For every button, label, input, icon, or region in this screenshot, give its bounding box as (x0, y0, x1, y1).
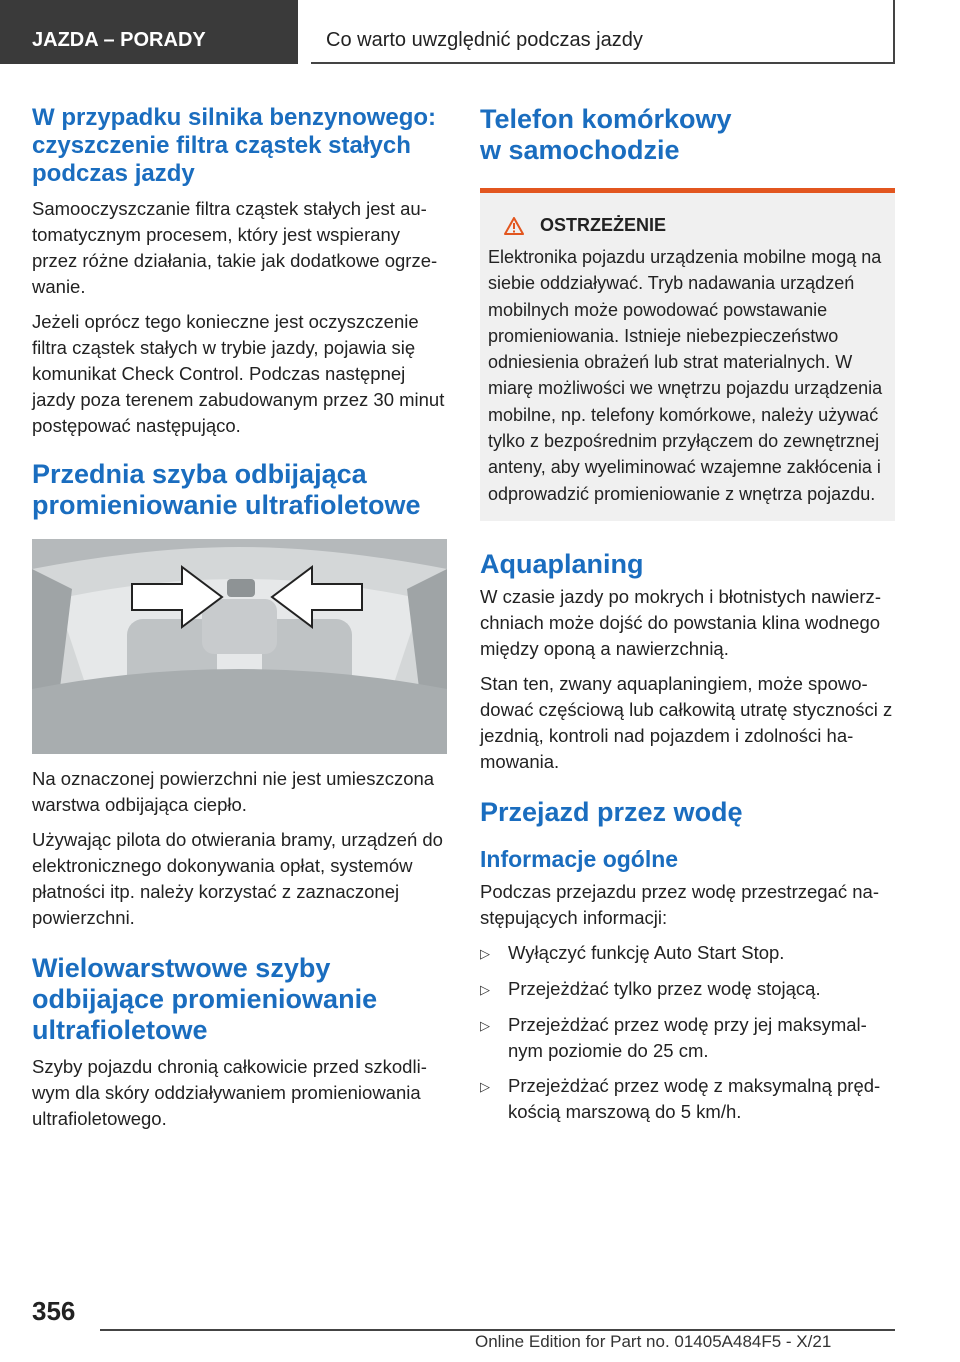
bullet-triangle-icon: ▷ (480, 1078, 490, 1094)
paragraph-petrol-2: Jeżeli oprócz tego konieczne jest oczyszczenie filtra cząstek stałych w trybie jazdy, pojawia się komunikat Check Control. Podczas następnej jazdy poza terenem zabudowanym przez 30 minut postępować następująco. (32, 311, 445, 436)
left-column (32, 104, 447, 1141)
subsection-tab (311, 0, 895, 64)
list-item: ▷ Przejeżdżać przez wodę z maksymalną prędkością marszową do 5 km/h. (480, 1073, 895, 1125)
right-column (480, 104, 895, 1134)
windshield-photo (32, 539, 447, 754)
windshield-illustration (32, 539, 447, 754)
bullet-triangle-icon: ▷ (480, 981, 490, 997)
section-title: JAZDA – PORADY (32, 29, 206, 51)
paragraph-water: Podczas przejazdu przez wodę przestrzegać następujących informacji: (480, 880, 879, 928)
edition-text: Online Edition for Part no. 01405A484F5 - X/21 (475, 1332, 832, 1351)
header-divider (298, 0, 311, 64)
paragraph-windshield-2: Używając pilota do otwierania bramy, urządzeń do elektronicznego dokonywania opłat, systemów płatności itp. należy korzystać z zaznaczonej powierzchni. (32, 829, 443, 928)
warning-header (488, 215, 887, 236)
heading-water-crossing: Przejazd przez wodę (480, 796, 743, 827)
warning-box (480, 188, 895, 521)
warning-text: Elektronika pojazdu urządzenia mobilne mogą na siebie oddziaływać. Tryb nadawania urządzeń mobilnych może powodować powstawanie promieniowania. Istnieje niebezpieczeństwo odniesienia obrażeń lub strat materialnych. W miarę możliwości we wnętrzu pojazdu urządzenia mobilne, np. telefony komórkowe, należy używać tylko z bezpośrednim przyłączem do zewnętrznej anteny, aby wyeliminować wzajemne zakłócenia i odprowadzić promieniowanie z wnętrza pojazdu. (488, 247, 883, 504)
section-tab (0, 0, 298, 64)
heading-windshield: Przednia szyba odbijająca promieniowanie ultrafioletowe (32, 459, 421, 520)
subsection-title: Co warto uwzględnić podczas jazdy (326, 29, 643, 51)
warning-title: OSTRZEŻENIE (540, 215, 667, 235)
paragraph-petrol-1: Samooczyszczanie filtra cząstek stałych jest automatycznym procesem, który jest wspierany przez różne działania, takie jak dodatkowe ogrzewanie. (32, 198, 438, 297)
footer-divider (100, 1329, 895, 1331)
paragraph-multilayer: Szyby pojazdu chronią całkowicie przed szkodliwym dla skóry oddziaływaniem promieniowania ultrafioletowego. (32, 1056, 427, 1129)
page-number: 356 (32, 1296, 76, 1326)
list-item: ▷ Przejeżdżać przez wodę przy jej maksymalnym poziomie do 25 cm. (480, 1012, 895, 1064)
heading-mobile-phone: Telefon komórkowy w samochodzie (480, 104, 732, 165)
list-item: ▷ Wyłączyć funkcję Auto Start Stop. (480, 940, 895, 967)
heading-petrol-filter: W przypadku silnika benzynowego: czyszczenie filtra cząstek stałych podczas jazdy (32, 104, 437, 187)
heading-general-info: Informacje ogólne (480, 845, 679, 872)
water-bullet-list (480, 940, 895, 1125)
paragraph-windshield-1: Na oznaczonej powierzchni nie jest umieszczona warstwa odbijająca ciepło. (32, 768, 435, 815)
warning-triangle-icon (504, 217, 524, 235)
bullet-triangle-icon: ▷ (480, 945, 490, 961)
bullet-triangle-icon: ▷ (480, 1017, 490, 1033)
heading-aquaplaning: Aquaplaning (480, 548, 644, 579)
list-item: ▷ Przejeżdżać tylko przez wodę stojącą. (480, 976, 895, 1003)
heading-multilayer: Wielowarstwowe szyby odbijające promieniowanie ultrafioletowe (32, 953, 378, 1045)
paragraph-aquaplaning-2: Stan ten, zwany aquaplaningiem, może spowodować częściową lub całkowitą utratę styczności z jezdnią, kontroli nad pojazdem i zdolności hamowania. (480, 672, 893, 772)
paragraph-aquaplaning-1: W czasie jazdy po mokrych i błotnistych nawierzchniach może dojść do powstania klina wodnego między oponą a nawierzchnią. (480, 585, 881, 659)
